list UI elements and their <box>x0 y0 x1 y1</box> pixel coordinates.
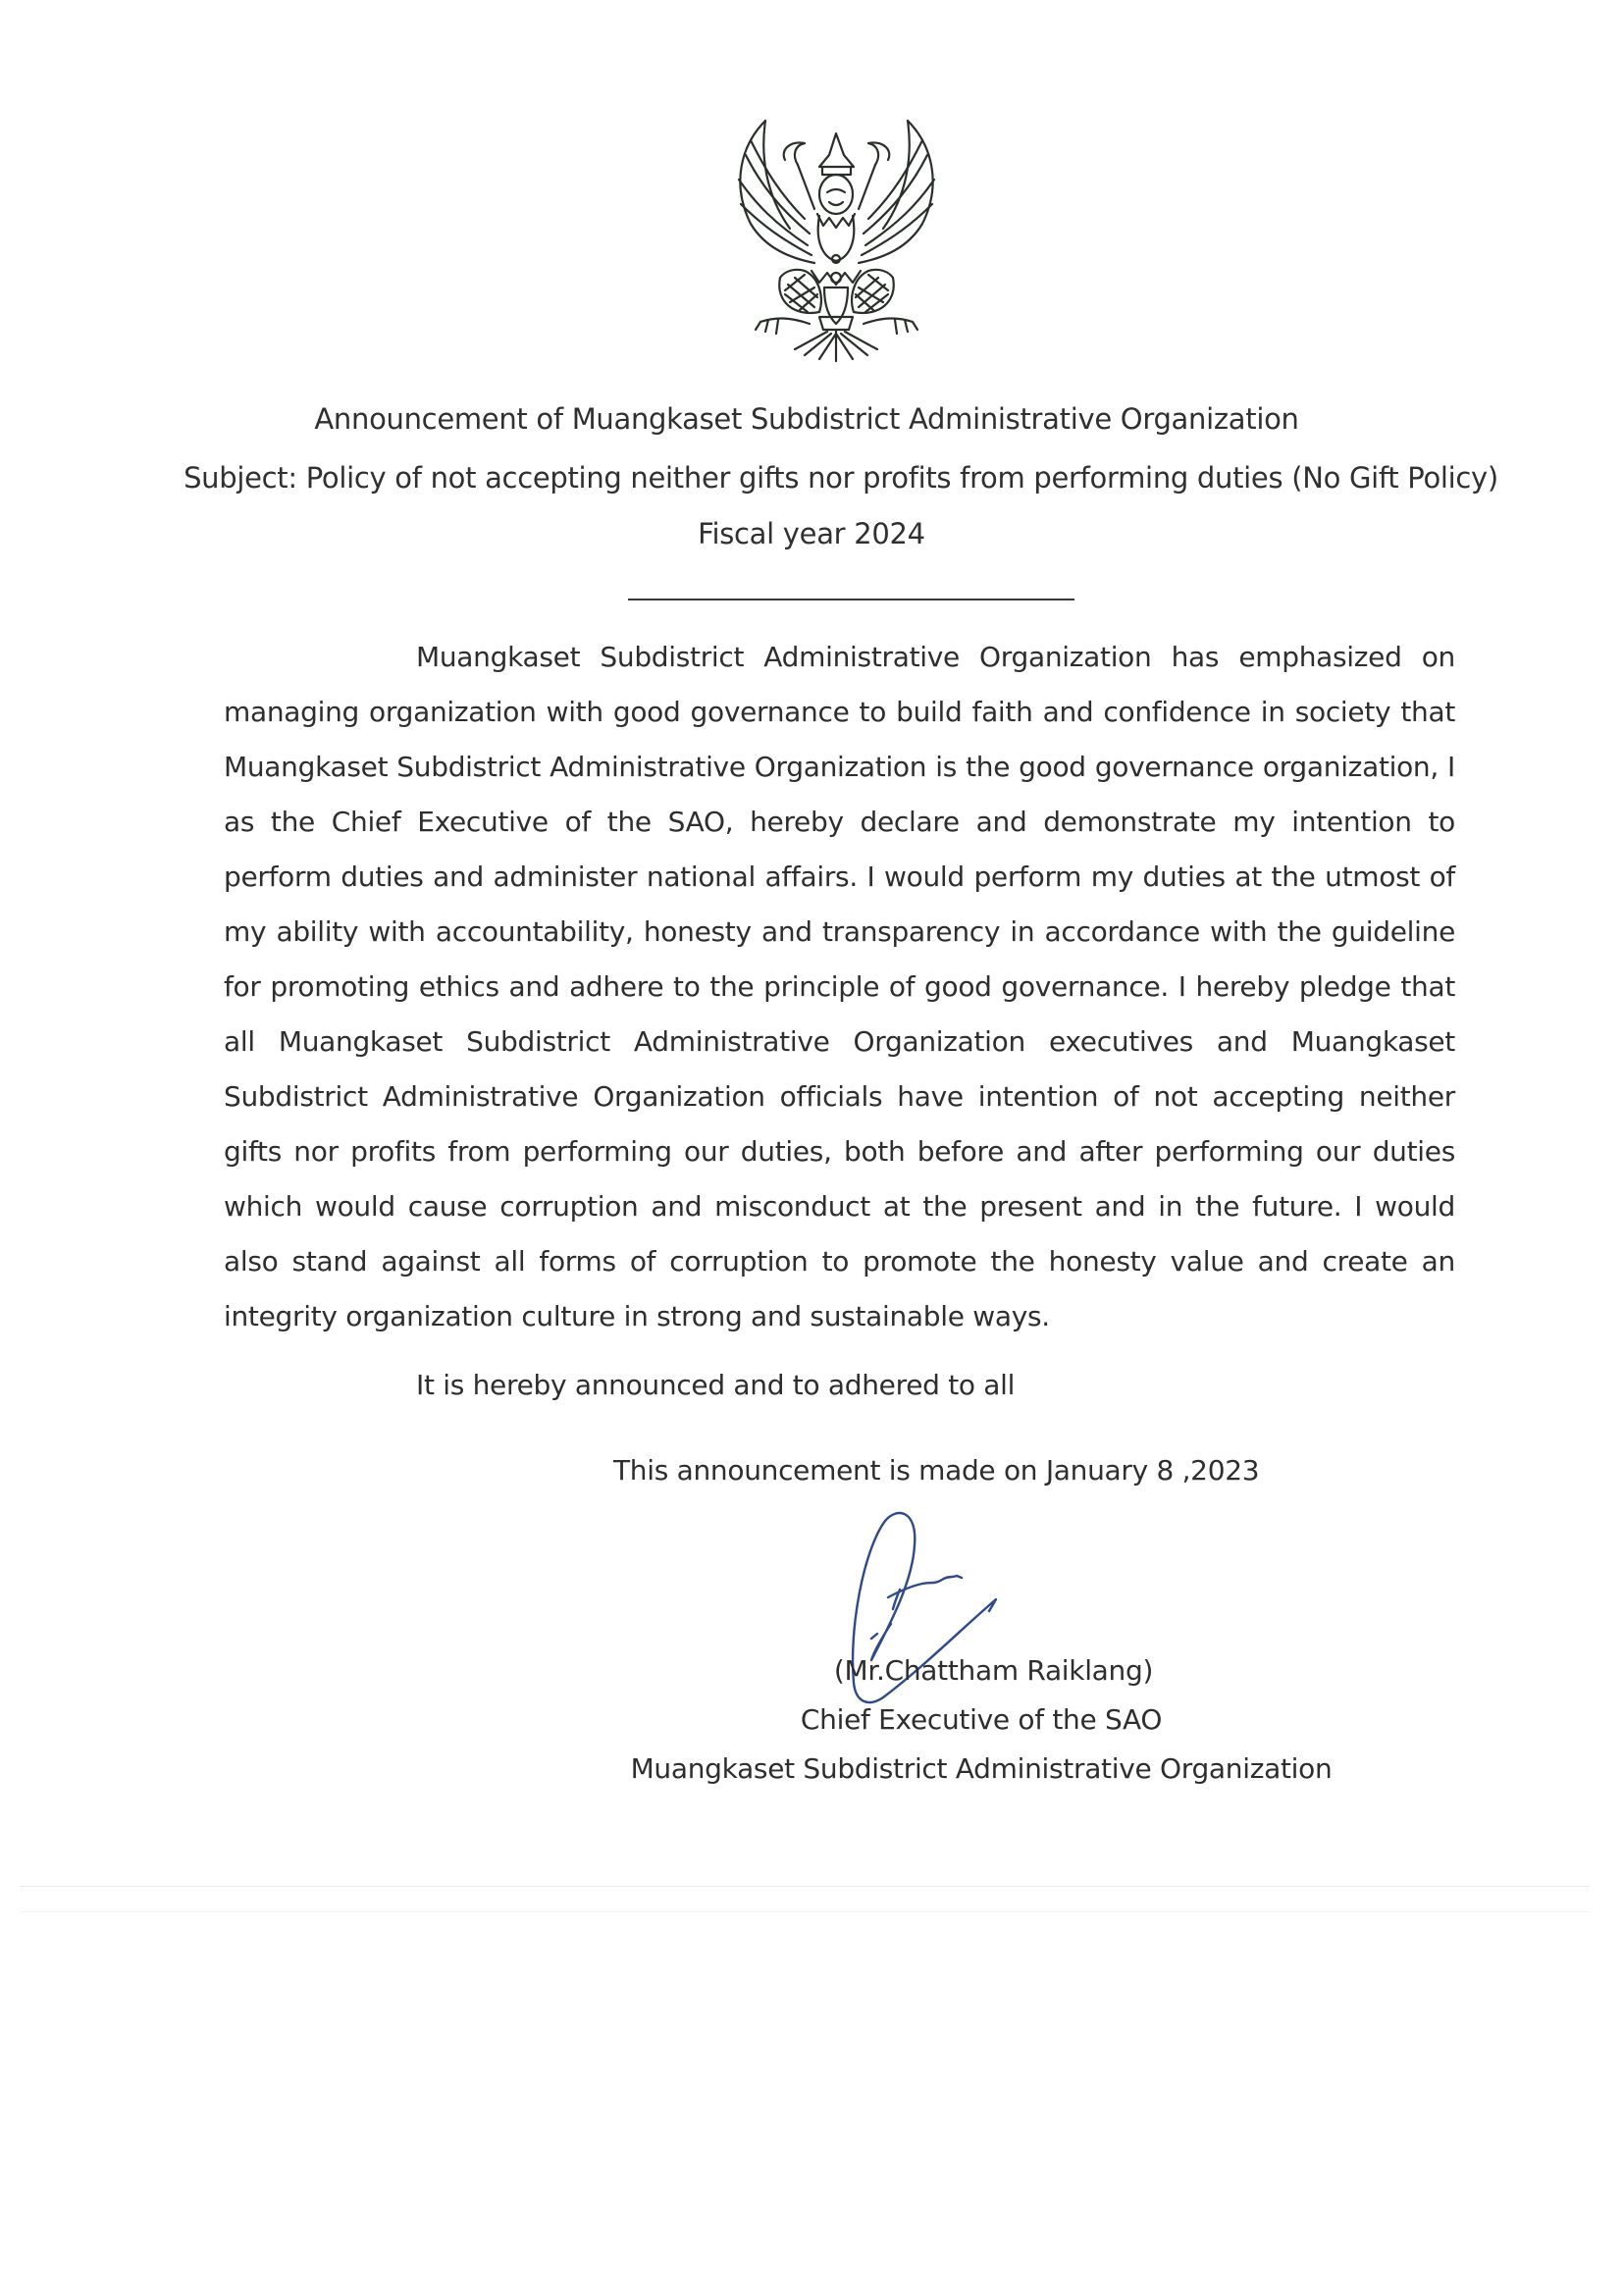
signature-block <box>589 1646 1374 1794</box>
body-paragraph <box>224 630 1455 1344</box>
fiscal-year: Fiscal year 2024 <box>698 517 925 550</box>
signatory-position: Chief Executive of the SAO <box>800 1703 1163 1736</box>
signatory-name: (Mr.Chattham Raiklang) <box>833 1654 1154 1687</box>
announcement-subject: Subject: Policy of not accepting neither gifts nor profits from performing duties (No Gift Policy) <box>183 461 1498 495</box>
garuda-emblem-icon <box>721 116 952 366</box>
header-divider <box>628 599 1074 600</box>
body-text: Muangkaset Subdistrict Administrative Organization has emphasized on managing organization with good governance to build faith and confidence in society that Muangkaset Subdistrict Administrative Organization is the good governance organization, I as the Chief Executive of the SAO, hereby declare and demonstrate my intention to perform duties and administer national affairs. I would perform my duties at the utmost of my ability with accountability, honesty and transparency in accordance with the guideline for promoting ethics and adhere to the principle of good governance. I hereby pledge that all Muangkaset Subdistrict Administrative Organization executives and Muangkaset Subdistrict Administrative Organization officials have intention of not accepting neither gifts nor profits from performing our duties, both before and after performing our duties which would cause corruption and misconduct at the present and in the future. I would also stand against all forms of corruption to promote the honesty value and create an integrity organization culture in strong and sustainable ways. <box>224 641 1455 1332</box>
scan-artifact-line <box>20 1886 1590 1887</box>
announcement-date: This announcement is made on January 8 ,2023 <box>613 1454 1260 1487</box>
announcement-title: Announcement of Muangkaset Subdistrict Administrative Organization <box>314 402 1299 436</box>
signatory-organization: Muangkaset Subdistrict Administrative Organization <box>630 1752 1333 1785</box>
scan-artifact-line <box>20 1911 1590 1912</box>
closing-statement: It is hereby announced and to adhered to all <box>416 1369 1016 1401</box>
